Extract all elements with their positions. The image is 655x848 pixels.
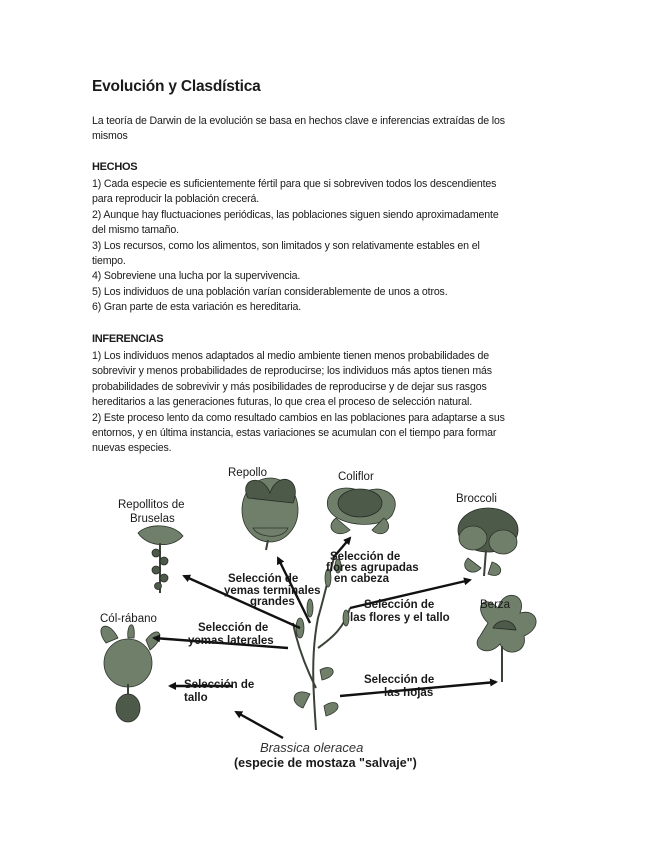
yemas-laterales-label-2: yemas laterales: [188, 635, 274, 647]
brassica-figure: [88, 458, 568, 778]
tallo-label-1: Selección de: [184, 679, 255, 691]
inferencias-line: sobrevivir y menos probabilidades de reproducirse; los individuos más aptos tienen más: [92, 365, 492, 378]
colrabano-label: Cól-rábano: [100, 613, 157, 625]
tallo-label-2: tallo: [184, 692, 208, 704]
yemas-terminales-label-2: yemas terminales: [224, 585, 321, 597]
hechos-heading: HECHOS: [92, 161, 138, 173]
brussels-sprouts-illustration: [138, 526, 183, 593]
yemas-terminales-label-3: grandes: [250, 596, 295, 608]
flores-tallo-label-2: las flores y el tallo: [350, 612, 450, 624]
species-description: (especie de mostaza "salvaje"): [234, 756, 417, 770]
intro-line: mismos: [92, 130, 128, 143]
hechos-line: 3) Los recursos, como los alimentos, son limitados y son relativamente estables en el: [92, 239, 480, 252]
hechos-line: 5) Los individuos de una población varían considerablemente de unos a otros.: [92, 285, 448, 298]
coliflor-label: Coliflor: [338, 471, 374, 483]
hechos-line: 1) Cada especie es suficientemente fértil para que si sobreviven todos los descendientes: [92, 178, 497, 190]
repollitos-label-line2: Bruselas: [130, 513, 175, 525]
species-name: Brassica oleracea: [260, 740, 364, 755]
flores-agrupadas-label-2: flores agrupadas: [326, 562, 419, 574]
inferencias-line: nuevas especies.: [92, 442, 172, 455]
flores-tallo-label-1: Selección de: [364, 599, 435, 611]
intro-line: La teoría de Darwin de la evolución se basa en hechos clave e inferencias extraídas de los: [92, 115, 505, 127]
hechos-line: del mismo tamaño.: [92, 224, 179, 237]
hojas-label-2: las hojas: [384, 687, 434, 699]
repollo-label: Repollo: [228, 467, 267, 479]
inferencias-list: [92, 349, 562, 457]
cauliflower-illustration: [327, 488, 395, 534]
broccoli-illustration: [458, 508, 518, 576]
hechos-line: 4) Sobreviene una lucha por la supervivencia.: [92, 270, 301, 283]
hechos-line: 2) Aunque hay fluctuaciones periódicas, las poblaciones siguen siendo aproximadamente: [92, 208, 499, 221]
inferencias-line: hereditarios a las generaciones futuras, lo que crea el proceso de selección natural.: [92, 396, 473, 409]
hechos-line: tiempo.: [92, 255, 126, 268]
yemas-terminales-label-1: Selección de: [228, 573, 299, 585]
hojas-label-1: Selección de: [364, 674, 435, 686]
inferencias-line: probabilidades de sobrevivir y más posibilidades de reproducirse y de dejar sus rasgos: [92, 380, 487, 393]
intro-paragraph: [92, 114, 562, 145]
inferencias-line: 1) Los individuos menos adaptados al medio ambiente tienen menos probabilidades de: [92, 350, 490, 362]
yemas-laterales-label-1: Selección de: [198, 622, 269, 634]
page-title: Evolución y Clasdística: [92, 78, 261, 95]
hechos-line: 6) Gran parte de esta variación es hereditaria.: [92, 301, 302, 314]
flores-agrupadas-label-3: en cabeza: [334, 573, 389, 585]
hechos-line: para reproducir la población crecerá.: [92, 193, 259, 206]
flores-agrupadas-label-1: Selección de: [330, 551, 401, 563]
inferencias-heading: INFERENCIAS: [92, 333, 164, 345]
repollitos-label-line1: Repollitos de: [118, 499, 185, 511]
cabbage-illustration: [242, 478, 298, 550]
inferencias-line: 2) Este proceso lento da como resultado cambios en las poblaciones para adaptarse a sus: [92, 411, 505, 424]
hechos-list: [92, 177, 562, 316]
inferencias-line: entornos, y en última instancia, estas variaciones se acumulan con el tiempo para formar: [92, 427, 497, 440]
berza-label: Berza: [480, 599, 511, 611]
kohlrabi-illustration: [101, 625, 160, 722]
broccoli-label: Broccoli: [456, 493, 497, 505]
